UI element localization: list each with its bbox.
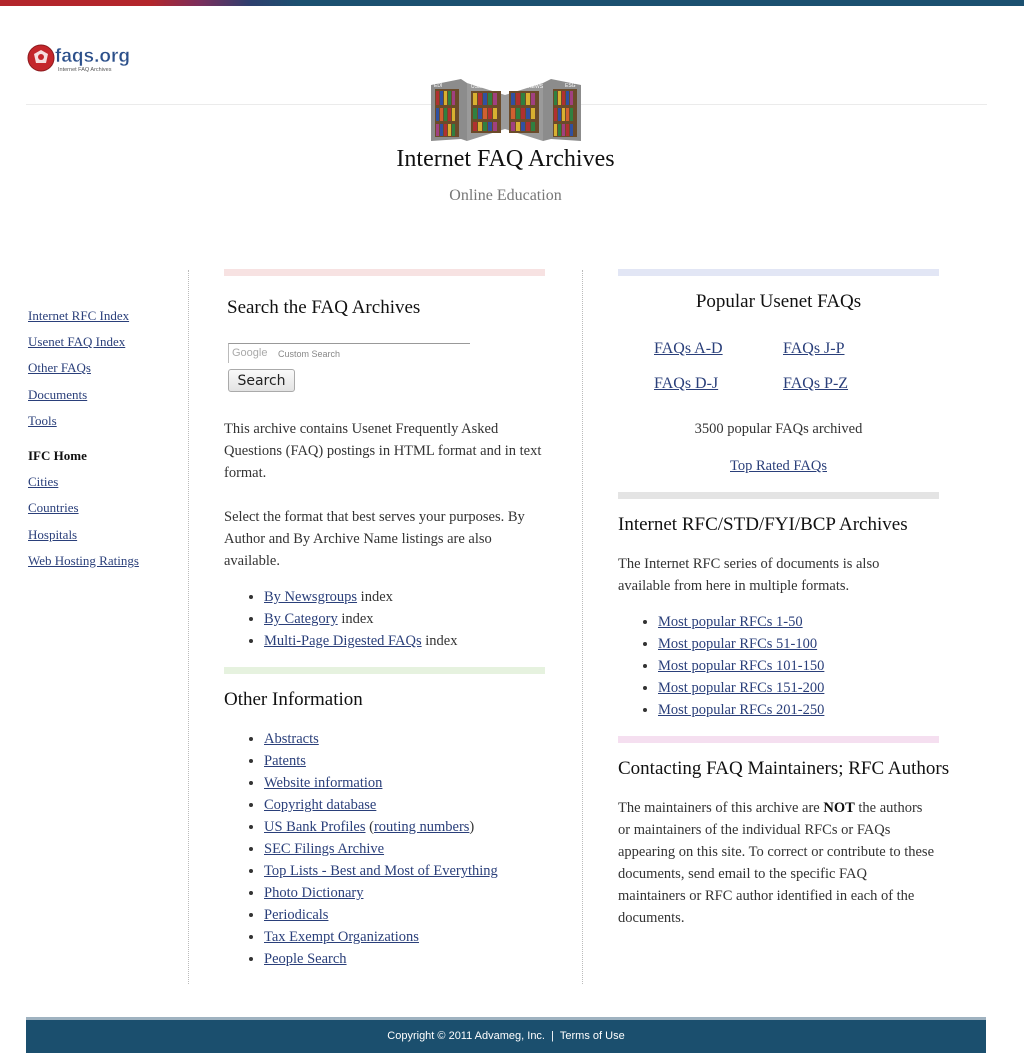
list-item — [264, 750, 498, 772]
top-rated-wrapper — [618, 455, 939, 477]
faq-count-text: 3500 popular FAQs archived — [694, 421, 863, 437]
index-suffix: index — [357, 589, 393, 605]
sidebar-item-other-faqs[interactable]: Other FAQs — [28, 360, 91, 375]
other-info-list — [224, 728, 498, 970]
rfc-links-list — [618, 611, 824, 721]
faqs-j-p-link[interactable]: FAQs J-P — [783, 340, 845, 357]
list-item — [264, 608, 457, 630]
list-item — [264, 882, 498, 904]
middle-column-divider — [582, 270, 583, 984]
sidebar-ifc-heading: IFC Home — [28, 448, 87, 463]
sidebar-item-tools[interactable]: Tools — [28, 413, 57, 428]
footer-copyright: Copyright © 2011 Advameg, Inc. — [387, 1030, 545, 1042]
by-category-link[interactable]: By Category — [264, 611, 338, 627]
search-section-bar — [224, 269, 545, 276]
other-section-bar — [224, 667, 545, 674]
banner-label-esg: ESG — [565, 83, 576, 89]
page-footer — [26, 1017, 986, 1053]
search-button[interactable]: Search — [228, 369, 295, 392]
rfcs-101-150-link[interactable]: Most popular RFCs 101-150 — [658, 658, 825, 674]
list-item — [264, 728, 498, 750]
paren-close: ) — [469, 819, 475, 835]
search-input[interactable] — [228, 343, 470, 363]
banner-label-edi: EDI — [434, 83, 443, 89]
list-item — [264, 948, 498, 970]
list-item — [264, 586, 457, 608]
patents-link[interactable]: Patents — [264, 753, 306, 769]
footer-separator: | — [551, 1030, 554, 1042]
list-item — [658, 611, 824, 633]
faqs-logo[interactable] — [27, 42, 131, 76]
left-sidebar — [28, 308, 139, 579]
faqs-a-d-link[interactable]: FAQs A-D — [654, 340, 723, 357]
archive-description: This archive contains Usenet Frequently Asked Questions (FAQ) postings in HTML format and in text format. — [224, 421, 542, 481]
search-heading: Search the FAQ Archives — [227, 297, 421, 318]
top-accent-bar — [0, 0, 1024, 6]
list-item — [264, 860, 498, 882]
contact-heading: Contacting FAQ Maintainers; RFC Authors — [618, 758, 950, 779]
sec-filings-link[interactable]: SEC Filings Archive — [264, 841, 385, 857]
popular-section-bar — [618, 269, 939, 276]
website-information-link[interactable]: Website information — [264, 775, 383, 791]
sidebar-item-documents[interactable]: Documents — [28, 387, 88, 402]
custom-search-label: Custom Search — [278, 349, 341, 359]
index-links-list — [224, 586, 457, 652]
sidebar-item-cities[interactable]: Cities — [28, 474, 59, 489]
top-lists-link[interactable]: Top Lists - Best and Most of Everything — [264, 863, 498, 879]
list-item — [264, 630, 457, 652]
sidebar-item-rfc-index[interactable]: Internet RFC Index — [28, 308, 130, 323]
list-item — [264, 904, 498, 926]
banner-label-govnews: GOVNEWS — [517, 84, 544, 90]
sidebar-item-countries[interactable]: Countries — [28, 500, 79, 515]
abstracts-link[interactable]: Abstracts — [264, 731, 319, 747]
list-item — [264, 816, 498, 838]
list-item — [658, 699, 824, 721]
google-label: Google — [232, 347, 268, 359]
multi-page-digested-link[interactable]: Multi-Page Digested FAQs — [264, 633, 422, 649]
rfcs-1-50-link[interactable]: Most popular RFCs 1-50 — [658, 614, 803, 630]
rfcs-151-200-link[interactable]: Most popular RFCs 151-200 — [658, 680, 825, 696]
sidebar-item-usenet-faq-index[interactable]: Usenet FAQ Index — [28, 334, 126, 349]
people-search-link[interactable]: People Search — [264, 951, 347, 967]
list-item — [264, 838, 498, 860]
list-item — [658, 677, 824, 699]
site-subtitle: Online Education — [449, 187, 562, 204]
contact-text-post: the authors or maintainers of the individual RFCs or FAQs appearing on this site. To correct or contribute to these documents, send email to the specific FAQ maintainers or RFC author identified in each of the documents. — [618, 800, 935, 926]
sidebar-item-hospitals[interactable]: Hospitals — [28, 527, 78, 542]
faqs-d-j-link[interactable]: FAQs D-J — [654, 375, 719, 392]
contact-text-bold: NOT — [823, 800, 855, 816]
routing-numbers-link[interactable]: routing numbers — [373, 819, 470, 835]
rfcs-201-250-link[interactable]: Most popular RFCs 201-250 — [658, 702, 825, 718]
rfc-section-bar — [618, 492, 939, 499]
tax-exempt-link[interactable]: Tax Exempt Organizations — [264, 929, 419, 945]
contact-section-bar — [618, 736, 939, 743]
popular-faqs-heading: Popular Usenet FAQs — [695, 291, 862, 312]
paren-open: ( — [365, 819, 374, 835]
faqs-p-z-link[interactable]: FAQs P-Z — [783, 375, 849, 392]
rfcs-51-100-link[interactable]: Most popular RFCs 51-100 — [658, 636, 818, 652]
format-description: Select the format that best serves your purposes. By Author and By Archive Name listings are also available. — [224, 509, 525, 569]
list-item — [658, 633, 824, 655]
rfc-heading: Internet RFC/STD/FYI/BCP Archives — [618, 514, 908, 535]
other-info-heading: Other Information — [224, 689, 363, 710]
left-column-divider — [188, 270, 189, 984]
photo-dictionary-link[interactable]: Photo Dictionary — [264, 885, 364, 901]
copyright-database-link[interactable]: Copyright database — [264, 797, 377, 813]
site-title: Internet FAQ Archives — [396, 146, 615, 172]
banner-label-usenet: USENET — [471, 84, 492, 90]
by-newsgroups-link[interactable]: By Newsgroups — [264, 589, 358, 605]
list-item — [658, 655, 824, 677]
top-rated-faqs-link[interactable]: Top Rated FAQs — [730, 458, 827, 474]
periodicals-link[interactable]: Periodicals — [264, 907, 329, 923]
list-item — [264, 772, 498, 794]
logo-tagline: Internet FAQ Archives — [58, 67, 112, 73]
sidebar-item-web-hosting-ratings[interactable]: Web Hosting Ratings — [28, 553, 139, 568]
contact-description — [618, 797, 938, 929]
faqs-logo-icon — [27, 42, 131, 76]
index-suffix: index — [421, 633, 458, 649]
logo-text: faqs.org — [55, 46, 130, 67]
terms-of-use-link[interactable]: Terms of Use — [559, 1030, 625, 1042]
rfc-description: The Internet RFC series of documents is also available from here in multiple formats. — [618, 556, 880, 594]
index-suffix: index — [337, 611, 374, 627]
contact-text-pre: The maintainers of this archive are — [618, 800, 824, 816]
us-bank-profiles-link[interactable]: US Bank Profiles — [264, 819, 366, 835]
archive-banner-image — [431, 79, 581, 143]
list-item — [264, 794, 498, 816]
list-item — [264, 926, 498, 948]
